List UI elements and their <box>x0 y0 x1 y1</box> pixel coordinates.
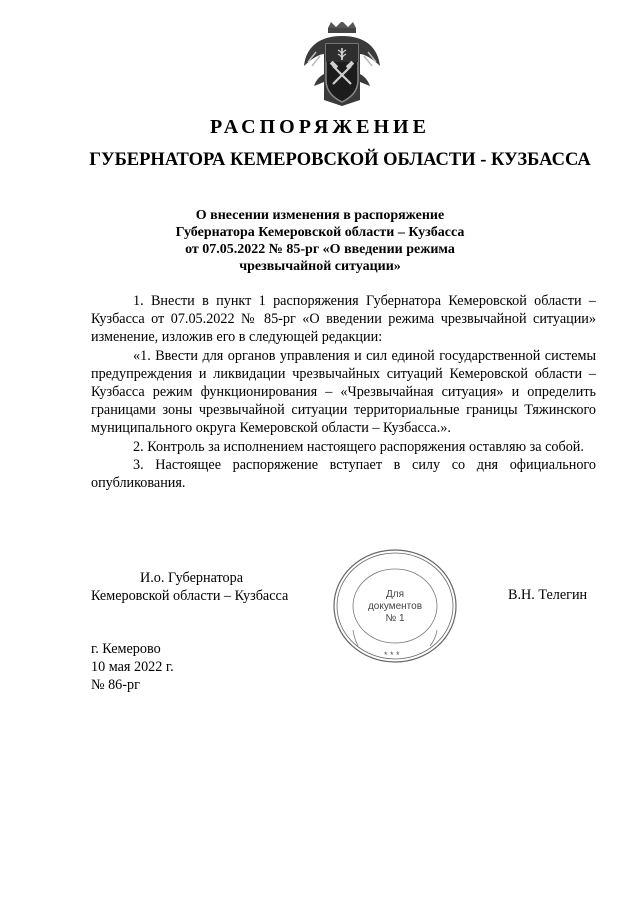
signatory-title-line: Кемеровской области – Кузбасса <box>91 588 289 604</box>
seal-inner-line: Для <box>385 589 405 600</box>
body-paragraph-1: 1. Внести в пункт 1 распоряжения Губернатора Кемеровской области – Кузбасса от 07.05.2022 № 85-рг «О введении режима чрезвычайной ситуации» изменение, изложив его в следующей редакции: <box>91 293 596 346</box>
document-number: № 86-рг <box>91 677 140 693</box>
seal-inner-text <box>359 589 431 625</box>
seal-inner-line: № 1 <box>385 613 405 624</box>
subject-line: от 07.05.2022 № 85-рг «О введении режима <box>185 242 455 257</box>
signatory-title <box>91 569 321 605</box>
body-paragraph-2: 2. Контроль за исполнением настоящего распоряжения оставляю за собой. <box>133 438 584 455</box>
kuzbass-coat-of-arms-icon <box>298 22 386 108</box>
issue-city: г. Кемерово <box>91 641 161 657</box>
seal-inner-line: документов <box>367 601 423 612</box>
signatory-title-line: И.о. Губернатора <box>140 570 243 586</box>
subject-line: чрезвычайной ситуации» <box>239 259 401 274</box>
document-type-heading: РАСПОРЯЖЕНИЕ <box>210 116 430 138</box>
document-subject <box>150 207 490 275</box>
signatory-name: В.Н. Телегин <box>508 587 588 603</box>
issue-date: 10 мая 2022 г. <box>91 659 174 675</box>
subject-line: О внесении изменения в распоряжение <box>195 208 445 223</box>
seal-stars: * * * <box>384 650 400 660</box>
issuer-heading: ГУБЕРНАТОРА КЕМЕРОВСКОЙ ОБЛАСТИ - КУЗБАССА <box>89 150 591 170</box>
place-and-date <box>91 640 174 694</box>
document-body <box>91 292 596 492</box>
body-paragraph-3: 3. Настоящее распоряжение вступает в силу со дня официального опубликования. <box>91 456 596 492</box>
body-paragraph-quoted: «1. Ввести для органов управления и сил единой государственной системы предупреждения и ликвидации чрезвычайных ситуаций Кемеровской области – Кузбасса режим функционирования – «Чрезвычайная ситуация» и определить границами зоны чрезвычайной ситуации территориальные границы Тяжинского муниципального округа Кемеровской области – Кузбасса.». <box>91 347 596 437</box>
subject-line: Губернатора Кемеровской области – Кузбасса <box>175 225 465 240</box>
